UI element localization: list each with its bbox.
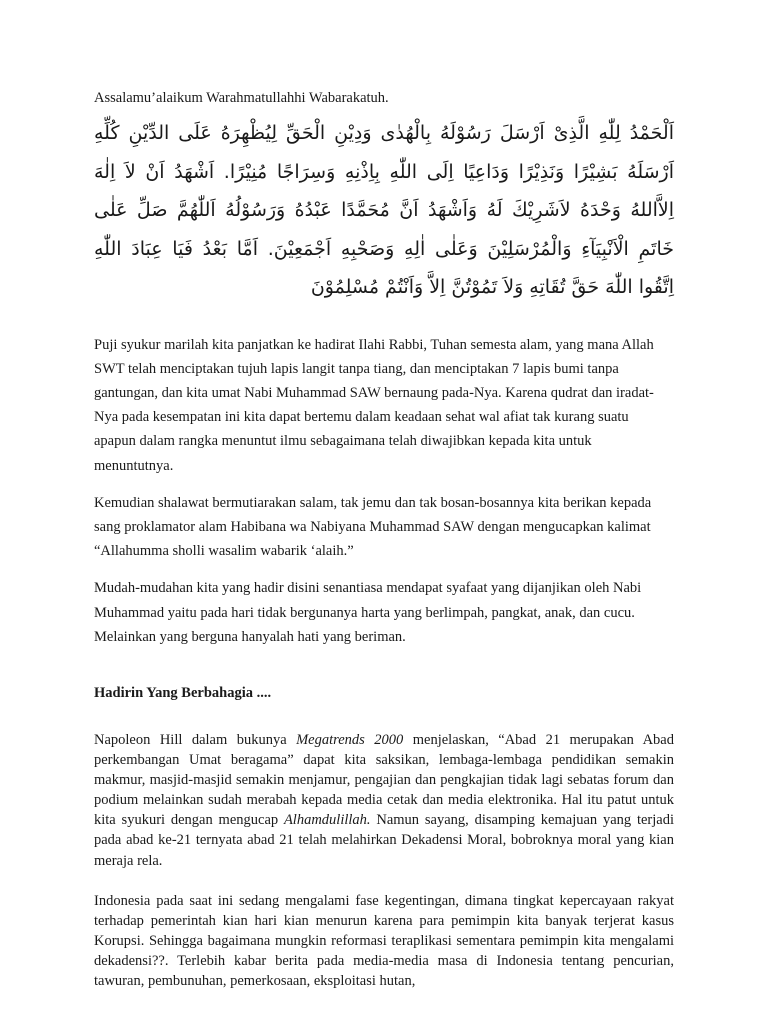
body-paragraph-1	[94, 730, 674, 871]
section-heading: Hadirin Yang Berbahagia ....	[94, 684, 272, 701]
body-p1-text-b: menjelaskan, “Abad 21 merupakan Abad perkembangan Umat beragama” dapat kita saksikan, lembaga-lembaga pendidikan semakin makmur, masjid-masjid semakin menjamur, pengajian dan pengkajian tidak lagi sebatas forum dan podium melainkan sudah merabah kepada media cetak dan media elektronika. Hal itu patut untuk kita syukuri dengan mengucap	[94, 731, 674, 829]
book-title: Megatrends 2000	[296, 731, 404, 748]
greeting-line: Assalamu’alaikum Warahmatullahhi Wabarakatuh.	[94, 90, 389, 106]
intro-paragraph-3: Mudah-mudahan kita yang hadir disini senantiasa mendapat syafaat yang dijanjikan oleh Nabi Muhammad yaitu pada hari tidak bergunanya harta yang berlimpah, pangkat, anak, dan cucu. Melainkan yang berguna hanyalah hati yang beriman.	[94, 580, 642, 645]
intro-paragraph-2: Kemudian shalawat bermutiarakan salam, tak jemu dan tak bosan-bosannya kita berikan kepada sang proklamator alam Habibana wa Nabiyana Muhammad SAW dengan mengucapkan kalimat “Allahumma sholli wasalim wabarik ‘alaih.”	[94, 494, 652, 560]
arabic-opening-prayer: اَلْحَمْدُ لِلّٰهِ الَّذِىْ اَرْسَلَ رَسُوْلَهُ بِالْهُدٰى وَدِيْنِ الْحَقِّ لِيُظْهِرَهُ عَلَى الدِّيْنِ كُلِّهِ اَرْسَلَهُ بَشِيْرًا وَنَذِيْرًا وَدَاعِيًا اِلَى اللّٰهِ بِاِذْنِهِ وَسِرَاجًا مُنِيْرًا. اَشْهَدُ اَنْ لاَ اِلٰهَ اِلاَّاللهُ وَحْدَهُ لاَشَرِيْكَ لَهُ وَاَشْهَدُ اَنَّ مُحَمَّدًا عَبْدُهُ وَرَسُوْلُهُ اَللّٰهُمَّ صَلِّ عَلٰى خَاتَمِ الْاَنْبِيَآءِ وَالْمُرْسَلِيْنَ وَعَلٰى اٰلِهِ وَصَحْبِهِ اَجْمَعِيْنَ. اَمَّا بَعْدُ فَيَا عِبَادَ اللّٰهِ اِتَّقُوا اللّٰهَ حَقَّ تُقَاتِهِ وَلاَ تَمُوْتُنَّ اِلاَّ وَاَنْتُمْ مُسْلِمُوْنَ	[94, 122, 674, 298]
body-p1-text-a: Napoleon Hill dalam bukunya	[94, 731, 297, 748]
document-page	[94, 88, 674, 991]
body-paragraph-2: Indonesia pada saat ini sedang mengalami fase kegentingan, dimana tingkat kepercayaan rakyat terhadap pemerintah kian hari kian menurun karena para pemimpin kita banyak terjerat kasus Korupsi. Sehingga bagaimana mungkin reformasi teraplikasi sementara pemimpin kita mengalami dekadensi??. Terlebih kabar berita pada media-media masa di Indonesia tentang pencurian, tawuran, pembunuhan, pemerkosaan, eksploitasi hutan,	[94, 892, 674, 989]
intro-paragraph-1: Puji syukur marilah kita panjatkan ke hadirat Ilahi Rabbi, Tuhan semesta alam, yang mana Allah SWT telah menciptakan tujuh lapis langit tanpa tiang, dan menciptakan 7 lapis bumi tanpa gantungan, dan kita umat Nabi Muhammad SAW bernaung pada-Nya. Karena qudrat dan iradat-Nya pada kesempatan ini kita dapat bertemu dalam keadaan sehat wal afiat tak kurang suatu apapun dalam rangka menuntut ilmu sebagaimana telah diwajibkan kepada kita untuk menuntutnya.	[94, 336, 654, 474]
body-p1-text-c: Namun sayang, disamping kemajuan yang terjadi pada abad ke-21 ternyata abad 21 telah melahirkan Dekadensi Moral, bobroknya moral yang kian meraja rela.	[94, 812, 675, 869]
alhamdulillah-phrase: Alhamdulillah.	[283, 812, 371, 829]
